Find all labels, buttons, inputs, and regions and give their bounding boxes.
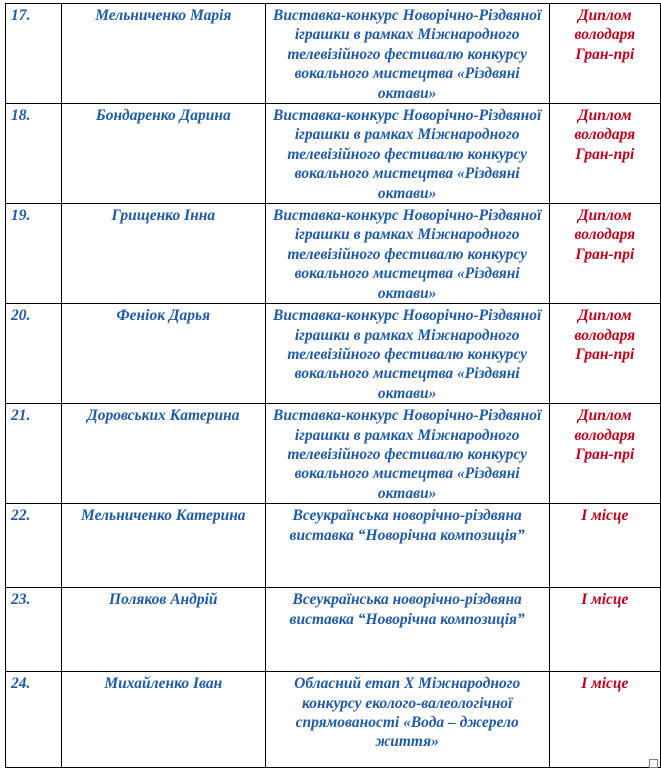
award-text: Диплом володаря Гран-прі	[549, 104, 660, 204]
participant-name: Мельниченко Катерина	[61, 504, 265, 588]
award-text: Диплом володаря Гран-прі	[549, 4, 660, 104]
participant-name: Доровських Катерина	[61, 404, 265, 504]
event-description: Всеукраїнська новорічно-різдвяна виставка “Новорічна композиція”	[265, 588, 549, 672]
table-row	[6, 672, 661, 768]
participant-name: Поляков Андрій	[61, 588, 265, 672]
table-row	[6, 504, 661, 588]
event-description: Виставка-конкурс Новорічно-Різдвяної іграшки в рамках Міжнародного телевізійного фестивалю конкурсу вокального мистецтва «Різдвяні октави»	[265, 104, 549, 204]
participant-name: Михайленко Іван	[61, 672, 265, 768]
row-number: 18.	[6, 104, 62, 204]
row-number: 20.	[6, 304, 62, 404]
row-number: 17.	[6, 4, 62, 104]
event-description: Всеукраїнська новорічно-різдвяна виставка “Новорічна композиція”	[265, 504, 549, 588]
table-row	[6, 204, 661, 304]
row-number: 22.	[6, 504, 62, 588]
results-table	[5, 3, 661, 768]
row-number: 24.	[6, 672, 62, 768]
award-text: І місце	[549, 672, 660, 768]
award-text: Диплом володаря Гран-прі	[549, 404, 660, 504]
table-row	[6, 404, 661, 504]
event-description: Виставка-конкурс Новорічно-Різдвяної іграшки в рамках Міжнародного телевізійного фестивалю конкурсу вокального мистецтва «Різдвяні октави»	[265, 4, 549, 104]
event-description: Обласний етап Х Міжнародного конкурсу еколого-валеологічної спрямованості «Вода – джерело життя»	[265, 672, 549, 768]
table-row	[6, 104, 661, 204]
event-description: Виставка-конкурс Новорічно-Різдвяної іграшки в рамках Міжнародного телевізійного фестивалю конкурсу вокального мистецтва «Різдвяні октави»	[265, 404, 549, 504]
award-text: І місце	[549, 504, 660, 588]
event-description: Виставка-конкурс Новорічно-Різдвяної іграшки в рамках Міжнародного телевізійного фестивалю конкурсу вокального мистецтва «Різдвяні октави»	[265, 204, 549, 304]
participant-name: Грищенко Інна	[61, 204, 265, 304]
table-row	[6, 588, 661, 672]
award-text: І місце	[549, 588, 660, 672]
participant-name: Феніок Дарья	[61, 304, 265, 404]
row-number: 19.	[6, 204, 62, 304]
award-text: Диплом володаря Гран-прі	[549, 204, 660, 304]
table-row	[6, 4, 661, 104]
event-description: Виставка-конкурс Новорічно-Різдвяної іграшки в рамках Міжнародного телевізійного фестивалю конкурсу вокального мистецтва «Різдвяні октави»	[265, 304, 549, 404]
participant-name: Мельниченко Марія	[61, 4, 265, 104]
row-number: 23.	[6, 588, 62, 672]
award-text: Диплом володаря Гран-прі	[549, 304, 660, 404]
row-number: 21.	[6, 404, 62, 504]
table-row	[6, 304, 661, 404]
participant-name: Бондаренко Дарина	[61, 104, 265, 204]
